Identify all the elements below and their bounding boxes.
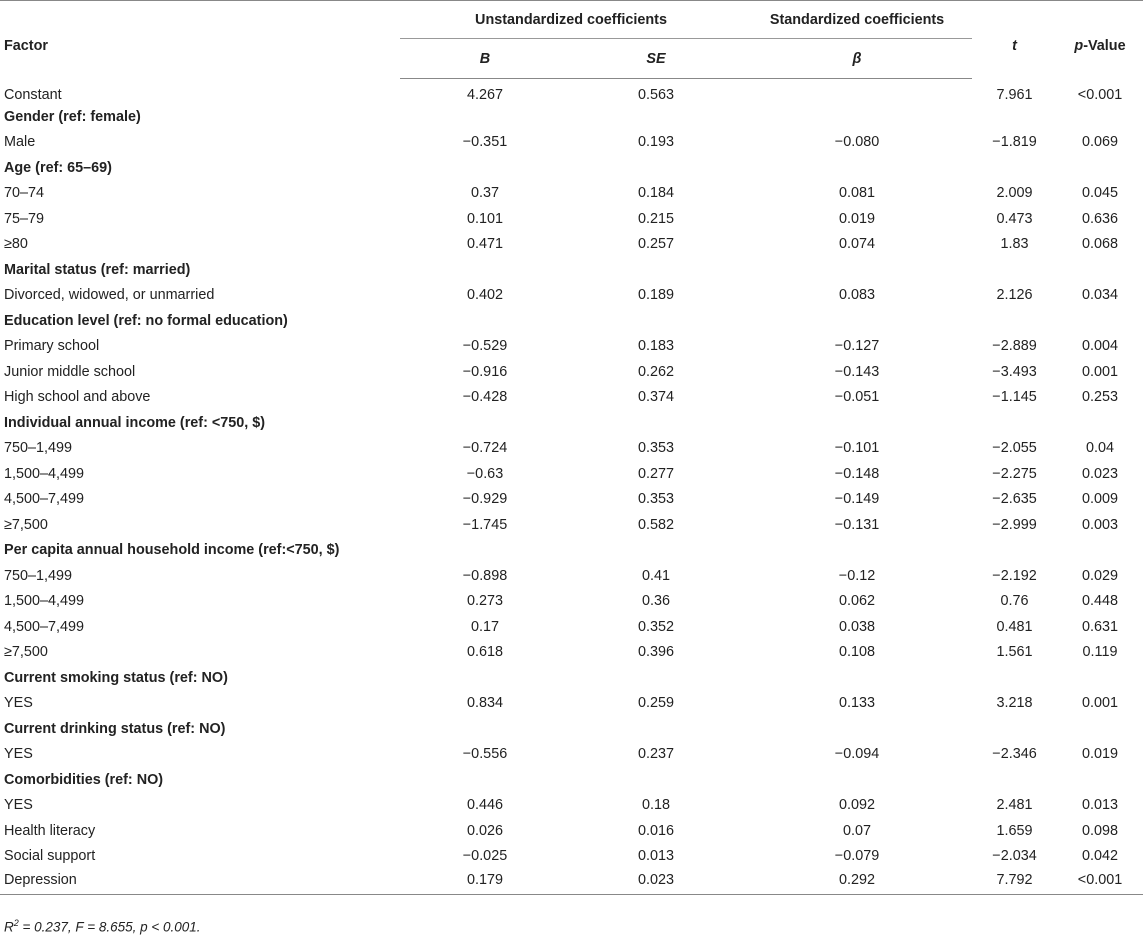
cell-beta: 0.019 — [839, 210, 876, 227]
cell-t: 2.126 — [996, 287, 1033, 304]
cell-b: −0.428 — [462, 389, 508, 406]
table-footnote — [4, 918, 201, 935]
cell-t: −2.635 — [992, 491, 1037, 508]
cell-se: 0.396 — [638, 644, 675, 661]
table-row — [0, 283, 1143, 309]
cell-t: 1.561 — [996, 644, 1033, 661]
table-group-row — [0, 257, 1143, 283]
cell-t: 7.792 — [972, 869, 1057, 895]
cell-beta: −0.094 — [834, 746, 880, 763]
cell-t: −1.819 — [992, 134, 1037, 151]
header-unstandardized — [400, 1, 742, 40]
cell-b: 0.618 — [466, 644, 503, 661]
cell-beta: −0.131 — [834, 516, 880, 533]
group-label: Comorbidities (ref: NO) — [4, 771, 164, 788]
cell-b: −1.745 — [462, 516, 508, 533]
cell-t: 1.83 — [1000, 236, 1029, 253]
footnote-r: R — [4, 919, 14, 935]
cell-b: −0.025 — [462, 848, 508, 865]
cell-p: 0.636 — [1082, 210, 1119, 227]
cell-b: 0.471 — [466, 236, 503, 253]
cell-beta: −0.079 — [834, 848, 880, 865]
table-group-row — [0, 538, 1143, 564]
table-row — [0, 334, 1143, 360]
footnote-stats: = 0.237, F = 8.655, p < 0.001. — [18, 919, 201, 935]
table-group-row — [0, 104, 1143, 130]
cell-se: 0.353 — [638, 440, 675, 457]
table-row — [0, 691, 1143, 717]
cell-p: 0.119 — [1082, 644, 1118, 661]
cell-se: 0.353 — [638, 491, 675, 508]
cell-t: 1.659 — [996, 822, 1033, 839]
row-label: 1,500–4,499 — [4, 593, 85, 610]
cell-p: 0.098 — [1082, 822, 1119, 839]
header-standardized-label: Standardized coefficients — [769, 12, 945, 28]
table-row — [0, 512, 1143, 538]
cell-se: 0.183 — [638, 338, 675, 355]
cell-se: 0.237 — [638, 746, 675, 763]
row-label: 4,500–7,499 — [4, 491, 85, 508]
cell-beta: 0.038 — [839, 618, 876, 635]
cell-t: 0.76 — [1000, 593, 1029, 610]
header-t — [972, 1, 1057, 79]
table-row — [0, 793, 1143, 819]
cell-b: −0.724 — [462, 440, 508, 457]
cell-t: 7.961 — [996, 86, 1033, 103]
cell-se: 0.352 — [638, 618, 675, 635]
table-row — [0, 385, 1143, 411]
header-factor: Factor — [0, 1, 400, 79]
table-row — [0, 487, 1143, 513]
cell-t: −2.999 — [992, 516, 1037, 533]
cell-beta: −0.101 — [834, 440, 880, 457]
cell-p: 0.004 — [1082, 338, 1119, 355]
cell-b: −0.529 — [462, 338, 508, 355]
cell-p: 0.631 — [1082, 618, 1119, 635]
cell-t: −2.346 — [992, 746, 1037, 763]
cell-beta: 0.07 — [843, 822, 872, 839]
row-label: 750–1,499 — [4, 440, 73, 457]
cell-b: −0.916 — [462, 363, 508, 380]
table-row — [0, 206, 1143, 232]
table-group-row — [0, 665, 1143, 691]
cell-se: 0.215 — [638, 210, 675, 227]
row-label: High school and above — [4, 389, 151, 406]
header-p-prefix: p — [1074, 37, 1084, 54]
cell-b: 0.834 — [466, 695, 503, 712]
cell-se: 0.023 — [570, 869, 742, 895]
cell-b: 0.402 — [466, 287, 503, 304]
header-unstandardized-underline — [400, 38, 742, 39]
cell-beta: −0.149 — [834, 491, 880, 508]
cell-t: 3.218 — [996, 695, 1033, 712]
cell-se: 0.41 — [642, 567, 671, 584]
table-group-row — [0, 155, 1143, 181]
row-label: Health literacy — [4, 822, 96, 839]
group-label: Individual annual income (ref: <750, $) — [4, 414, 266, 431]
cell-beta: 0.083 — [839, 287, 876, 304]
cell-p: <0.001 — [1077, 86, 1123, 103]
cell-p: 0.013 — [1082, 797, 1119, 814]
cell-p: 0.034 — [1082, 287, 1119, 304]
table-row — [0, 232, 1143, 258]
cell-t: −2.055 — [992, 440, 1037, 457]
row-label: Male — [4, 134, 36, 151]
header-standardized-underline — [742, 38, 972, 39]
cell-p: 0.042 — [1082, 848, 1119, 865]
row-label: 75–79 — [4, 210, 45, 227]
cell-t: −2.275 — [992, 465, 1037, 482]
row-label: Junior middle school — [4, 363, 136, 380]
cell-t: 0.473 — [996, 210, 1033, 227]
row-label: YES — [4, 746, 33, 763]
cell-se: 0.013 — [638, 848, 675, 865]
header-b: B — [400, 39, 570, 79]
cell-b: 0.273 — [466, 593, 503, 610]
cell-t: 0.481 — [996, 618, 1033, 635]
cell-se: 0.374 — [638, 389, 675, 406]
cell-b: 0.37 — [470, 185, 499, 202]
cell-b: 0.101 — [466, 210, 503, 227]
cell-beta: 0.292 — [742, 869, 972, 895]
header-unstandardized-label: Unstandardized coefficients — [475, 12, 667, 28]
table-row — [0, 436, 1143, 462]
cell-se: 0.18 — [642, 797, 671, 814]
cell-beta: −0.143 — [834, 363, 880, 380]
row-label: 70–74 — [4, 185, 45, 202]
table-row — [0, 742, 1143, 768]
group-label: Education level (ref: no formal education) — [4, 312, 288, 329]
table-group-row — [0, 308, 1143, 334]
row-label: YES — [4, 797, 33, 814]
cell-p: 0.448 — [1082, 593, 1119, 610]
cell-se: 0.259 — [638, 695, 675, 712]
table-row — [0, 589, 1143, 615]
row-label: Divorced, widowed, or unmarried — [4, 287, 215, 304]
table-row — [0, 844, 1143, 870]
cell-p: 0.068 — [1082, 236, 1119, 253]
row-label: ≥7,500 — [4, 644, 48, 661]
table-header — [0, 1, 1143, 79]
table-row — [0, 461, 1143, 487]
row-label: Constant — [4, 86, 62, 103]
row-label: Primary school — [4, 338, 100, 355]
cell-beta: −0.127 — [834, 338, 880, 355]
cell-se: 0.184 — [638, 185, 675, 202]
row-label: 750–1,499 — [4, 567, 73, 584]
cell-se: 0.016 — [638, 822, 675, 839]
table-body — [0, 79, 1143, 895]
cell-b: 0.179 — [400, 869, 570, 895]
row-label: ≥7,500 — [4, 516, 48, 533]
table-group-row — [0, 767, 1143, 793]
cell-b: 0.446 — [466, 797, 503, 814]
cell-p: 0.009 — [1082, 491, 1119, 508]
cell-beta — [742, 79, 972, 105]
table-row — [0, 818, 1143, 844]
cell-se: 0.582 — [638, 516, 675, 533]
table-group-row — [0, 716, 1143, 742]
cell-b: 0.026 — [466, 822, 503, 839]
row-label: ≥80 — [4, 236, 28, 253]
cell-p: 0.069 — [1082, 134, 1119, 151]
group-label: Current drinking status (ref: NO) — [4, 720, 226, 737]
cell-b: −0.929 — [462, 491, 508, 508]
table-row — [0, 130, 1143, 156]
cell-b: −0.556 — [462, 746, 508, 763]
cell-p: 0.001 — [1082, 363, 1119, 380]
cell-beta: 0.108 — [839, 644, 876, 661]
cell-t: 2.481 — [996, 797, 1033, 814]
header-t-label: t — [1012, 37, 1017, 54]
header-se: SE — [570, 39, 742, 79]
cell-se: 0.36 — [642, 593, 671, 610]
cell-t: −1.145 — [992, 389, 1037, 406]
cell-se: 0.262 — [638, 363, 675, 380]
header-beta: β — [742, 39, 972, 79]
row-label: YES — [4, 695, 33, 712]
cell-t: −2.192 — [992, 567, 1037, 584]
table-row — [0, 640, 1143, 666]
cell-p: 0.023 — [1082, 465, 1119, 482]
table-row — [0, 181, 1143, 207]
cell-p: 0.001 — [1082, 695, 1119, 712]
group-label: Per capita annual household income (ref:<750, $) — [4, 542, 340, 559]
cell-t: −3.493 — [992, 363, 1037, 380]
cell-beta: 0.062 — [839, 593, 876, 610]
table-row — [0, 869, 1143, 895]
cell-p: 0.045 — [1082, 185, 1119, 202]
cell-beta: −0.148 — [834, 465, 880, 482]
header-p-suffix: -Value — [1083, 37, 1126, 54]
table-row — [0, 563, 1143, 589]
cell-t: −2.889 — [992, 338, 1037, 355]
group-label: Current smoking status (ref: NO) — [4, 669, 228, 686]
cell-se: 0.189 — [638, 287, 675, 304]
cell-se: 0.563 — [638, 87, 675, 103]
row-label: Social support — [4, 848, 96, 865]
cell-se: 0.193 — [638, 134, 675, 151]
header-p-value — [1057, 1, 1143, 79]
cell-beta: −0.051 — [834, 389, 880, 406]
cell-p: 0.019 — [1082, 746, 1119, 763]
cell-b: 0.17 — [470, 618, 499, 635]
row-label: Depression — [0, 869, 400, 895]
cell-se: 0.257 — [638, 236, 675, 253]
cell-beta: 0.133 — [839, 695, 876, 712]
table-row — [0, 359, 1143, 385]
cell-se: 0.277 — [638, 465, 675, 482]
header-standardized — [742, 1, 972, 40]
row-label: 1,500–4,499 — [4, 465, 85, 482]
cell-b: −0.898 — [462, 567, 508, 584]
cell-beta: −0.12 — [838, 567, 876, 584]
cell-beta: 0.092 — [839, 797, 876, 814]
cell-b: −0.63 — [466, 465, 504, 482]
footnote-r-superscript: 2 — [13, 918, 19, 928]
cell-p: 0.029 — [1082, 567, 1119, 584]
cell-p: <0.001 — [1057, 869, 1143, 895]
group-label: Marital status (ref: married) — [4, 261, 191, 278]
cell-p: 0.04 — [1086, 440, 1115, 457]
row-label: 4,500–7,499 — [4, 618, 85, 635]
table-row — [0, 614, 1143, 640]
table-row — [0, 79, 1143, 105]
cell-b: −0.351 — [462, 134, 508, 151]
group-label: Age (ref: 65–69) — [4, 159, 112, 176]
cell-beta: 0.074 — [839, 236, 876, 253]
cell-b: 4.267 — [466, 87, 503, 103]
cell-t: −2.034 — [992, 848, 1037, 865]
cell-t: 2.009 — [996, 185, 1033, 202]
cell-p: 0.253 — [1082, 389, 1119, 406]
cell-beta: 0.081 — [839, 185, 876, 202]
group-label: Gender (ref: female) — [4, 108, 141, 125]
cell-beta: −0.080 — [834, 134, 880, 151]
table-group-row — [0, 410, 1143, 436]
cell-p: 0.003 — [1082, 516, 1119, 533]
